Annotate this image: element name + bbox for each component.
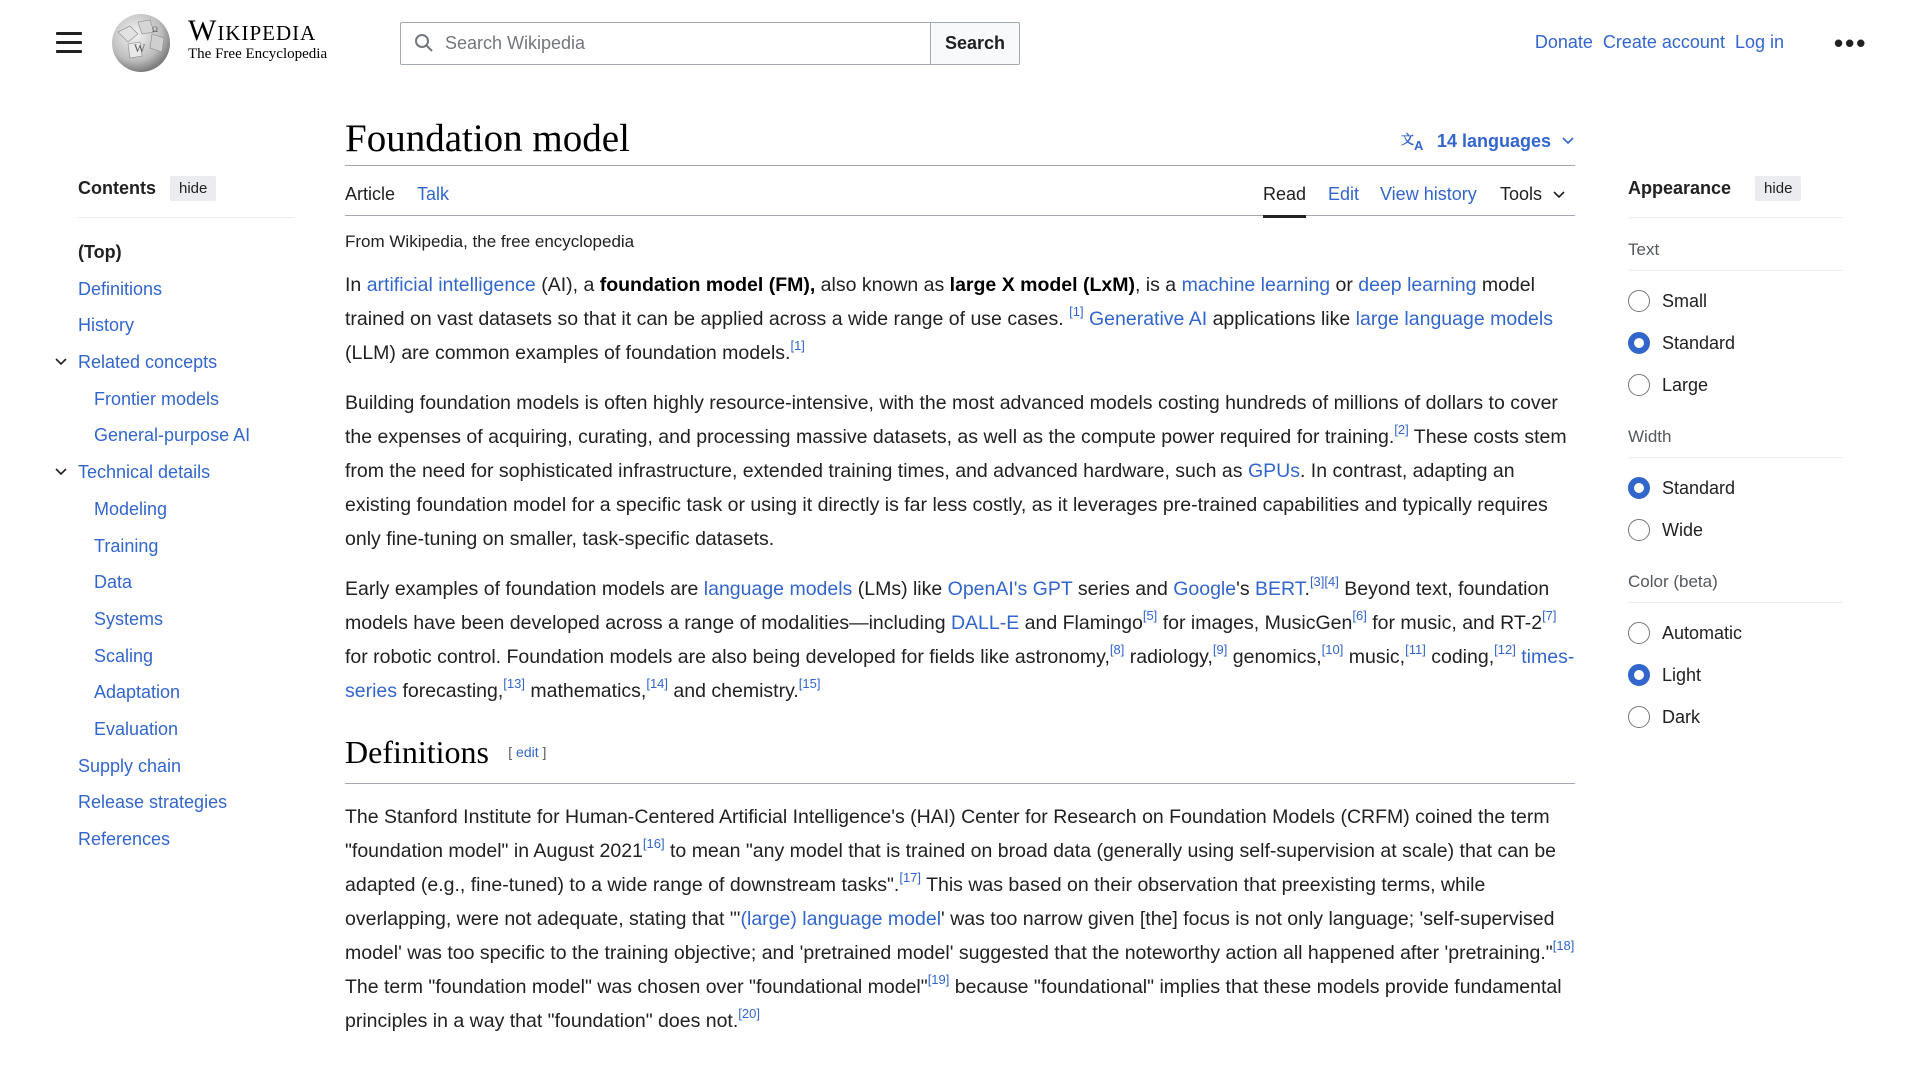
bracket: [ bbox=[508, 744, 517, 760]
text: because "foundational" implies that these models provide fundamental principles in a way that "foundation" does not. bbox=[345, 976, 1562, 1032]
menu-bar bbox=[56, 32, 82, 35]
toc-item-label[interactable]: Frontier models bbox=[94, 388, 220, 409]
main-menu-button[interactable] bbox=[56, 32, 82, 54]
radio-button[interactable] bbox=[1628, 374, 1650, 396]
bold-term: foundation model (FM), bbox=[599, 274, 816, 296]
intro-paragraph-1 bbox=[345, 268, 1575, 370]
page-tabs bbox=[345, 166, 1575, 216]
radio-button-selected[interactable] bbox=[1628, 332, 1650, 354]
toc-item-references[interactable] bbox=[78, 821, 294, 858]
link-machine-learning[interactable]: machine learning bbox=[1181, 274, 1331, 296]
radio-button[interactable] bbox=[1628, 622, 1650, 644]
chevron-down-icon[interactable] bbox=[54, 357, 68, 367]
toc-item-related-concepts[interactable] bbox=[78, 344, 294, 381]
tools-label: Tools bbox=[1500, 184, 1543, 204]
radio-button[interactable] bbox=[1628, 290, 1650, 312]
radio-color-light[interactable] bbox=[1628, 663, 1842, 687]
toc-item-label[interactable]: General-purpose AI bbox=[94, 425, 251, 446]
svg-text:Ω: Ω bbox=[152, 25, 158, 34]
citation[interactable]: [4] bbox=[1324, 574, 1339, 589]
citation[interactable]: [7] bbox=[1542, 608, 1557, 623]
link-gpus[interactable]: GPUs bbox=[1247, 460, 1300, 482]
text: These costs stem from the need for sophisticated infrastructure, extended training times, and advanced hardware, such as bbox=[345, 426, 1567, 482]
more-options-icon[interactable]: ••• bbox=[1834, 28, 1868, 58]
translate-icon bbox=[1401, 130, 1427, 152]
toc-item-label[interactable]: Related concepts bbox=[78, 352, 218, 373]
radio-width-standard[interactable] bbox=[1628, 476, 1842, 500]
text: , is a bbox=[1134, 274, 1182, 296]
link-generative-ai[interactable]: Generative AI bbox=[1089, 308, 1208, 330]
citation[interactable]: [9] bbox=[1212, 642, 1228, 657]
radio-label: Large bbox=[1662, 374, 1709, 395]
citation[interactable]: [1] bbox=[790, 338, 805, 353]
toc-title: Contents bbox=[78, 178, 156, 198]
radio-color-automatic[interactable] bbox=[1628, 621, 1842, 645]
citation[interactable]: [15] bbox=[798, 676, 821, 691]
link-google[interactable]: Google bbox=[1173, 578, 1237, 600]
citation[interactable]: [8] bbox=[1109, 642, 1125, 657]
text: for music, and RT-2 bbox=[1366, 612, 1543, 634]
text: radiology, bbox=[1124, 646, 1213, 668]
toc-item-scaling[interactable] bbox=[78, 638, 294, 675]
citation[interactable]: [18] bbox=[1552, 938, 1575, 953]
text: (LLM) are common examples of foundation models. bbox=[345, 342, 791, 364]
text: and chemistry. bbox=[668, 680, 799, 702]
section-title: Definitions bbox=[345, 734, 489, 770]
title-row bbox=[345, 116, 1575, 166]
text: series and bbox=[1072, 578, 1174, 600]
link-large-language-model[interactable]: (large) language model bbox=[740, 908, 942, 930]
page-title: Foundation model bbox=[345, 117, 630, 160]
toc-header bbox=[78, 176, 294, 218]
toc-item-evaluation[interactable] bbox=[78, 711, 294, 748]
text: . bbox=[1304, 578, 1310, 600]
text: ' was too narrow given [the] focus is not only language; 'self-supervised model' was too specific to the training objective; and 'pretrained model' suggested that the noteworthy action all happened after 'pretraining." bbox=[345, 908, 1555, 964]
menu-bar bbox=[56, 50, 82, 53]
create-account-link[interactable]: Create account bbox=[1602, 32, 1725, 52]
toc-item-label[interactable]: References bbox=[78, 829, 171, 849]
text: 's bbox=[1236, 578, 1256, 600]
link-deep-learning[interactable]: deep learning bbox=[1358, 274, 1477, 296]
toc-item-data[interactable] bbox=[78, 564, 294, 601]
citation[interactable]: [20] bbox=[738, 1006, 760, 1021]
toc-item-label[interactable]: History bbox=[78, 315, 135, 336]
tab-talk[interactable]: Talk bbox=[417, 184, 450, 204]
link-language-models[interactable]: language models bbox=[703, 578, 853, 600]
log-in-link[interactable]: Log in bbox=[1734, 32, 1784, 52]
section-edit bbox=[508, 744, 546, 760]
toc-item-label[interactable]: Definitions bbox=[78, 278, 163, 299]
radio-button-selected[interactable] bbox=[1628, 477, 1650, 499]
search-button[interactable]: Search bbox=[930, 22, 1020, 65]
tab-read[interactable]: Read bbox=[1263, 184, 1306, 218]
citation[interactable]: [14] bbox=[646, 676, 669, 691]
toc-item-label[interactable]: Systems bbox=[94, 608, 164, 629]
text: for images, MusicGen bbox=[1157, 612, 1353, 634]
table-of-contents bbox=[78, 176, 294, 858]
text: Beyond text, foundation models have been developed across a range of modalities—including bbox=[345, 578, 1550, 634]
text: Building foundation models is often highly resource-intensive, with the most advanced models costing hundreds of millions of dollars to cover the expenses of acquiring, curating, and processing massive datasets, as well as the compute power required for training. bbox=[345, 392, 1558, 448]
toc-item-label[interactable]: Data bbox=[94, 572, 133, 593]
radio-label: Standard bbox=[1662, 477, 1736, 498]
radio-label: Small bbox=[1662, 290, 1708, 311]
chevron-down-icon[interactable] bbox=[54, 467, 68, 477]
citation[interactable]: [16] bbox=[642, 836, 665, 851]
text: The term "foundation model" was chosen over "foundational model" bbox=[345, 976, 928, 998]
toc-item-label[interactable]: Evaluation bbox=[94, 718, 179, 739]
toc-item-definitions[interactable] bbox=[78, 271, 294, 308]
tools-menu[interactable] bbox=[1500, 184, 1566, 215]
radio-button[interactable] bbox=[1628, 706, 1650, 728]
text: and Flamingo bbox=[1019, 612, 1143, 634]
radio-label: Wide bbox=[1662, 519, 1704, 540]
languages-button[interactable] bbox=[1401, 130, 1575, 152]
user-links bbox=[1535, 32, 1784, 53]
text: music, bbox=[1343, 646, 1406, 668]
citation[interactable]: [13] bbox=[503, 676, 525, 691]
appearance-panel bbox=[1628, 176, 1842, 729]
toc-item-top[interactable] bbox=[78, 234, 294, 271]
link-artificial-intelligence[interactable]: artificial intelligence bbox=[366, 274, 536, 296]
toc-item-history[interactable] bbox=[78, 307, 294, 344]
svg-text:A: A bbox=[1413, 138, 1424, 152]
toc-item-label[interactable]: Release strategies bbox=[78, 792, 228, 813]
text: to mean "any model that is trained on broad data (generally using self-supervision at scale) that can be adapted (e.g., fine-tuned) to a wide range of downstream tasks". bbox=[345, 840, 1557, 896]
toc-item-release-strategies[interactable] bbox=[78, 784, 294, 821]
radio-text-standard[interactable] bbox=[1628, 331, 1842, 355]
text: . In contrast, adapting an existing foundation model for a specific task or using it directly is far less costly, as it leverages pre-trained capabilities and typically requires only fine-tuning on smaller, task-specific datasets. bbox=[345, 460, 1548, 550]
toc-item-label[interactable]: Supply chain bbox=[78, 755, 182, 776]
toc-item-label[interactable]: Modeling bbox=[94, 498, 168, 519]
citation[interactable]: [3] bbox=[1309, 574, 1325, 589]
svg-text:W: W bbox=[134, 41, 146, 55]
bold-term: large X model (LxM) bbox=[949, 274, 1135, 296]
text: or bbox=[1330, 274, 1359, 296]
radio-text-large[interactable] bbox=[1628, 373, 1842, 397]
toc-item-label[interactable]: Adaptation bbox=[94, 682, 181, 703]
radio-button[interactable] bbox=[1628, 519, 1650, 541]
definitions-paragraph bbox=[345, 800, 1575, 1038]
toc-item-label: (Top) bbox=[78, 242, 122, 262]
citation[interactable]: [19] bbox=[927, 972, 950, 987]
search-icon bbox=[414, 33, 434, 53]
link-bert[interactable]: BERT bbox=[1255, 578, 1305, 600]
toc-item-frontier-models[interactable] bbox=[78, 381, 294, 418]
chevron-down-icon bbox=[1552, 190, 1566, 200]
text: coding, bbox=[1425, 646, 1495, 668]
text: for robotic control. Foundation models are also being developed for fields like astronomy, bbox=[345, 646, 1110, 668]
text: (LMs) like bbox=[852, 578, 948, 600]
color-label: Color (beta) bbox=[1628, 572, 1842, 603]
toc-item-general-purpose-ai[interactable] bbox=[78, 417, 294, 454]
edit-section-link[interactable]: edit bbox=[516, 744, 539, 760]
radio-text-small[interactable] bbox=[1628, 289, 1842, 313]
citation[interactable]: [6] bbox=[1352, 608, 1367, 623]
appearance-title: Appearance bbox=[1628, 178, 1732, 198]
link-times-series[interactable]: times-series bbox=[345, 646, 1575, 702]
menu-bar bbox=[56, 41, 82, 44]
text: This was based on their observation that preexisting terms, while overlapping, were not adequate, stating that "' bbox=[345, 874, 1486, 930]
search-form bbox=[400, 22, 1020, 65]
link-dall-e[interactable]: DALL-E bbox=[950, 612, 1020, 634]
text: mathematics, bbox=[524, 680, 647, 702]
text: In bbox=[345, 274, 367, 296]
site-tagline: The Free Encyclopedia bbox=[188, 46, 328, 62]
text-size-label: Text bbox=[1628, 240, 1842, 271]
link-openai-gpt[interactable]: OpenAI's GPT bbox=[947, 578, 1073, 600]
svg-text:文: 文 bbox=[1400, 133, 1414, 148]
toc-item-modeling[interactable] bbox=[78, 491, 294, 528]
search-input[interactable] bbox=[400, 22, 930, 65]
text: model trained on vast datasets so that it can be applied across a wide range of use cases. bbox=[345, 274, 1535, 330]
chevron-down-icon bbox=[1561, 136, 1575, 146]
toc-item-supply-chain[interactable] bbox=[78, 748, 294, 785]
citation[interactable]: [17] bbox=[899, 870, 922, 885]
site-name: Wikipedia bbox=[188, 14, 317, 47]
text: genomics, bbox=[1227, 646, 1322, 668]
appearance-header bbox=[1628, 176, 1842, 218]
citation[interactable]: [5] bbox=[1142, 608, 1158, 623]
text: The Stanford Institute for Human-Centered Artificial Intelligence's (HAI) Center for Research on Foundation Models (CRFM) coined the term "foundation model" in August 2021 bbox=[345, 806, 1550, 862]
text: Early examples of foundation models are bbox=[345, 578, 704, 600]
toc-list bbox=[78, 234, 294, 858]
toc-hide-button[interactable]: hide bbox=[170, 176, 216, 201]
radio-label: Dark bbox=[1662, 706, 1701, 727]
radio-label: Automatic bbox=[1662, 622, 1743, 643]
donate-link[interactable]: Donate bbox=[1534, 32, 1593, 52]
radio-button-selected[interactable] bbox=[1628, 664, 1650, 686]
toc-item-label[interactable]: Technical details bbox=[78, 462, 211, 483]
toc-item-label[interactable]: Training bbox=[94, 535, 159, 556]
width-label: Width bbox=[1628, 427, 1842, 458]
wikipedia-wordmark[interactable] bbox=[188, 14, 327, 63]
text: applications like bbox=[1207, 308, 1356, 330]
toc-item-systems[interactable] bbox=[78, 601, 294, 638]
citation[interactable]: [2] bbox=[1394, 422, 1409, 437]
link-large-language-models[interactable]: large language models bbox=[1355, 308, 1553, 330]
wikipedia-globe-icon[interactable] bbox=[108, 12, 174, 74]
radio-color-dark[interactable] bbox=[1628, 705, 1842, 729]
toc-item-adaptation[interactable] bbox=[78, 674, 294, 711]
text: forecasting, bbox=[397, 680, 504, 702]
tab-article[interactable]: Article bbox=[345, 184, 396, 204]
citation[interactable]: [1] bbox=[1069, 304, 1084, 319]
intro-paragraph-3 bbox=[345, 572, 1575, 708]
text: (AI), a bbox=[535, 274, 600, 296]
article-main bbox=[345, 116, 1575, 1038]
toc-item-label[interactable]: Scaling bbox=[94, 645, 154, 666]
citation[interactable]: [12] bbox=[1494, 642, 1516, 657]
toc-item-technical-details[interactable] bbox=[78, 454, 294, 491]
section-heading-definitions bbox=[345, 734, 1575, 784]
languages-label: 14 languages bbox=[1436, 130, 1551, 151]
bracket: ] bbox=[538, 744, 547, 760]
text: also known as bbox=[815, 274, 950, 296]
radio-label: Standard bbox=[1662, 332, 1736, 353]
site-sub: From Wikipedia, the free encyclopedia bbox=[345, 232, 635, 251]
citation[interactable]: [10] bbox=[1321, 642, 1344, 657]
radio-width-wide[interactable] bbox=[1628, 518, 1842, 542]
site-header bbox=[0, 0, 1920, 90]
intro-paragraph-2 bbox=[345, 386, 1575, 556]
radio-label: Light bbox=[1662, 664, 1702, 685]
tab-edit[interactable]: Edit bbox=[1328, 184, 1360, 204]
citation[interactable]: [11] bbox=[1405, 642, 1426, 657]
appearance-hide-button[interactable]: hide bbox=[1755, 176, 1801, 201]
tab-view-history[interactable]: View history bbox=[1380, 184, 1477, 204]
toc-item-training[interactable] bbox=[78, 528, 294, 565]
